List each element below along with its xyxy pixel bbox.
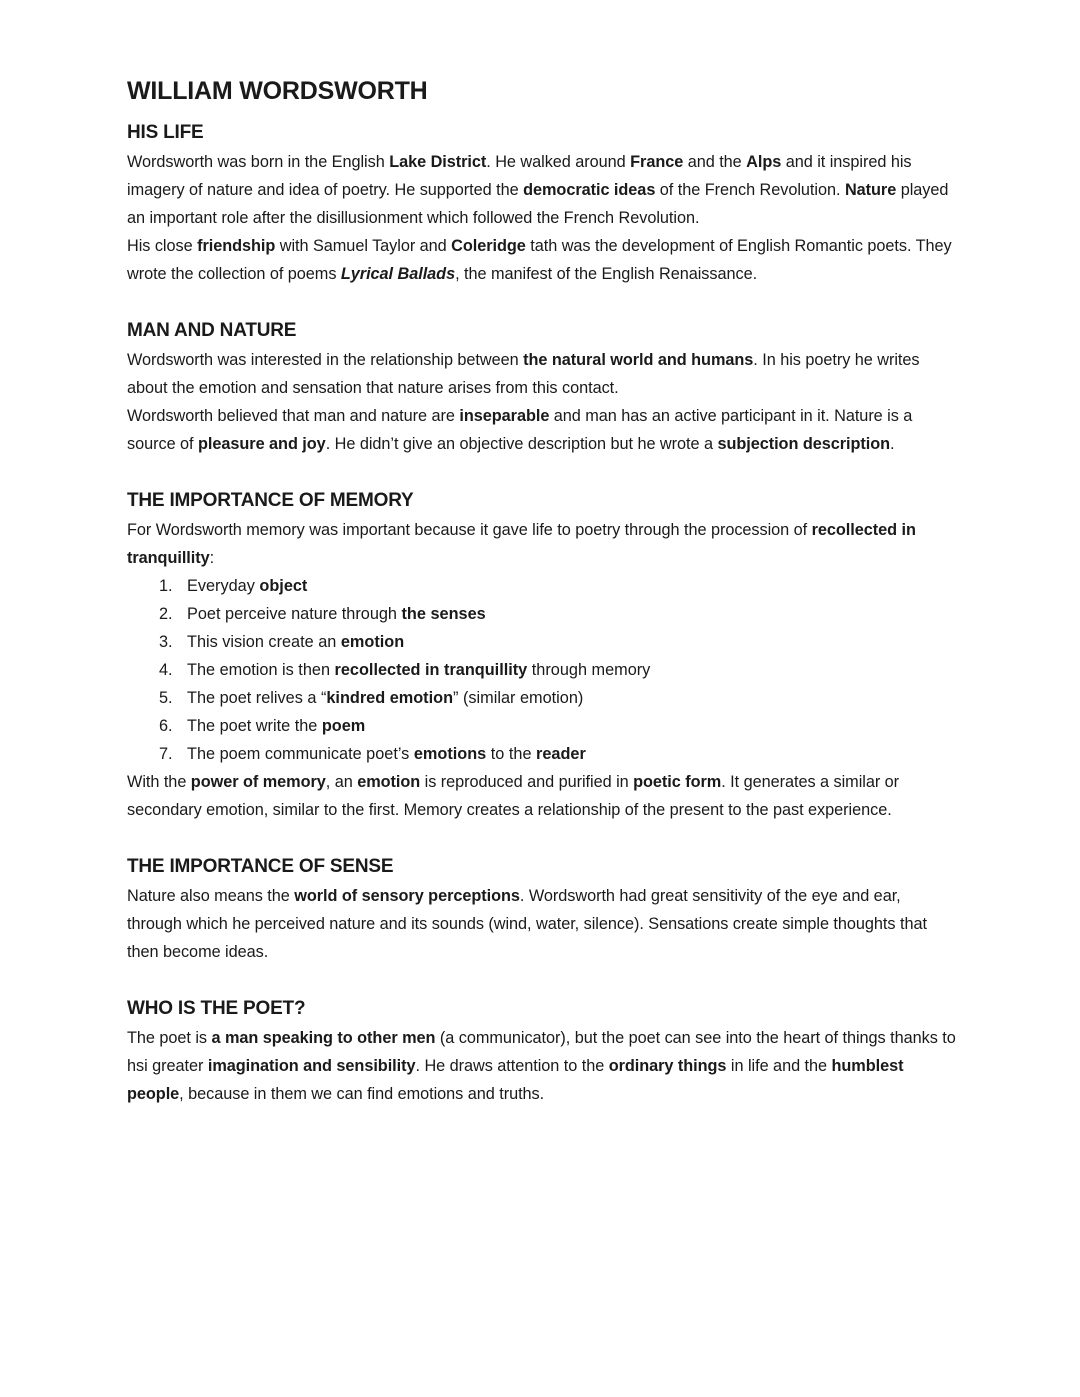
section-importance-of-memory xyxy=(127,486,957,824)
bold-text: power of memory xyxy=(190,773,326,791)
paragraph: Wordsworth was born in the English Lake District. He walked around France and the Alps and it inspired his imagery of nature and idea of poetry. He supported the democratic ideas of the French Revolution. Nature played an important role after the disillusionment which followed the French Revolution. xyxy=(127,153,949,227)
paragraph: The poet is a man speaking to other men (a communicator), but the poet can see into the heart of things thanks to hsi greater imagination and sensibility. He draws attention to the ordinary things in life and the humblest people, because in them we can find emotions and truths. xyxy=(127,1029,956,1103)
bold-text: ordinary things xyxy=(608,1057,727,1075)
bold-text: kindred emotion xyxy=(326,689,454,707)
bold-text: inseparable xyxy=(459,407,550,425)
list-number: 2. xyxy=(159,605,173,623)
bold-text: reader xyxy=(536,745,586,763)
list-number: 4. xyxy=(159,661,173,679)
list-item xyxy=(127,628,957,656)
list-item-text: The poem communicate poet’s emotions to the reader xyxy=(187,745,586,763)
section-heading: THE IMPORTANCE OF MEMORY xyxy=(127,490,414,511)
paragraph: Wordsworth believed that man and nature are inseparable and man has an active participant in it. Nature is a source of pleasure and joy. He didn’t give an objective description but he wrote a subjection description. xyxy=(127,407,913,453)
bold-text: imagination and sensibility xyxy=(207,1057,416,1075)
bold-text: Alps xyxy=(746,153,782,171)
section-man-and-nature xyxy=(127,316,957,458)
paragraph: Nature also means the world of sensory perceptions. Wordsworth had great sensitivity of the eye and ear, through which he perceived nature and its sounds (wind, water, silence). Sensations create simple thoughts that then become ideas. xyxy=(127,887,927,961)
section-who-is-the-poet xyxy=(127,994,957,1108)
section-importance-of-sense xyxy=(127,852,957,966)
bold-text: world of sensory perceptions xyxy=(294,887,520,905)
paragraph: His close friendship with Samuel Taylor and Coleridge tath was the development of English Romantic poets. They wrote the collection of poems Lyrical Ballads, the manifest of the English Renaissance. xyxy=(127,237,952,283)
list-number: 6. xyxy=(159,717,173,735)
bold-text: poetic form xyxy=(633,773,722,791)
paragraph: Wordsworth was interested in the relationship between the natural world and humans. In his poetry he writes about the emotion and sensation that nature arises from this contact. xyxy=(127,351,920,397)
list-item-text: Everyday object xyxy=(187,577,308,595)
bold-text: subjection description xyxy=(717,435,891,453)
section-heading: WHO IS THE POET? xyxy=(127,998,306,1019)
paragraph: With the power of memory, an emotion is reproduced and purified in poetic form. It generates a similar or secondary emotion, similar to the first. Memory creates a relationship of the present to the past experience. xyxy=(127,773,900,819)
list-item xyxy=(127,684,957,712)
bold-text: democratic ideas xyxy=(523,181,656,199)
list-item-text: The poet write the poem xyxy=(187,717,366,735)
numbered-list xyxy=(127,572,957,768)
list-number: 1. xyxy=(159,577,173,595)
bold-text: Nature xyxy=(844,181,897,199)
bold-text: emotions xyxy=(413,745,487,763)
list-item xyxy=(127,740,957,768)
section-heading: HIS LIFE xyxy=(127,122,204,143)
bold-text: a man speaking to other men xyxy=(211,1029,436,1047)
bold-text: the natural world and humans xyxy=(523,351,754,369)
section-heading: MAN AND NATURE xyxy=(127,320,297,341)
bold-text: friendship xyxy=(197,237,276,255)
paragraph: For Wordsworth memory was important because it gave life to poetry through the procession of recollected in tranquillity: xyxy=(127,521,916,567)
list-item-text: The emotion is then recollected in tranquillity through memory xyxy=(187,661,651,679)
document-page xyxy=(127,72,957,1108)
list-item xyxy=(127,656,957,684)
list-number: 7. xyxy=(159,745,173,763)
section-his-life xyxy=(127,118,957,288)
list-item xyxy=(127,712,957,740)
list-item-text: Poet perceive nature through the senses xyxy=(187,605,486,623)
bold-text: Coleridge xyxy=(451,237,526,255)
bold-text: emotion xyxy=(357,773,421,791)
list-number: 3. xyxy=(159,633,173,651)
bold-text: Lake District xyxy=(389,153,487,171)
bold-text: emotion xyxy=(340,633,405,651)
bold-text: object xyxy=(259,577,308,595)
list-item-text: This vision create an emotion xyxy=(187,633,405,651)
list-item xyxy=(127,600,957,628)
bold-text: the senses xyxy=(401,605,486,623)
emphasis-text: Lyrical Ballads xyxy=(340,265,456,283)
list-number: 5. xyxy=(159,689,173,707)
bold-text: pleasure and joy xyxy=(198,435,326,453)
bold-text: humblest people xyxy=(127,1057,904,1103)
section-heading: THE IMPORTANCE OF SENSE xyxy=(127,856,394,877)
bold-text: poem xyxy=(321,717,366,735)
bold-text: recollected in tranquillity xyxy=(127,521,916,567)
bold-text: France xyxy=(630,153,684,171)
list-item xyxy=(127,572,957,600)
document-title: WILLIAM WORDSWORTH xyxy=(127,77,428,105)
bold-text: recollected in tranquillity xyxy=(334,661,528,679)
list-item-text: The poet relives a “kindred emotion” (similar emotion) xyxy=(187,689,584,707)
